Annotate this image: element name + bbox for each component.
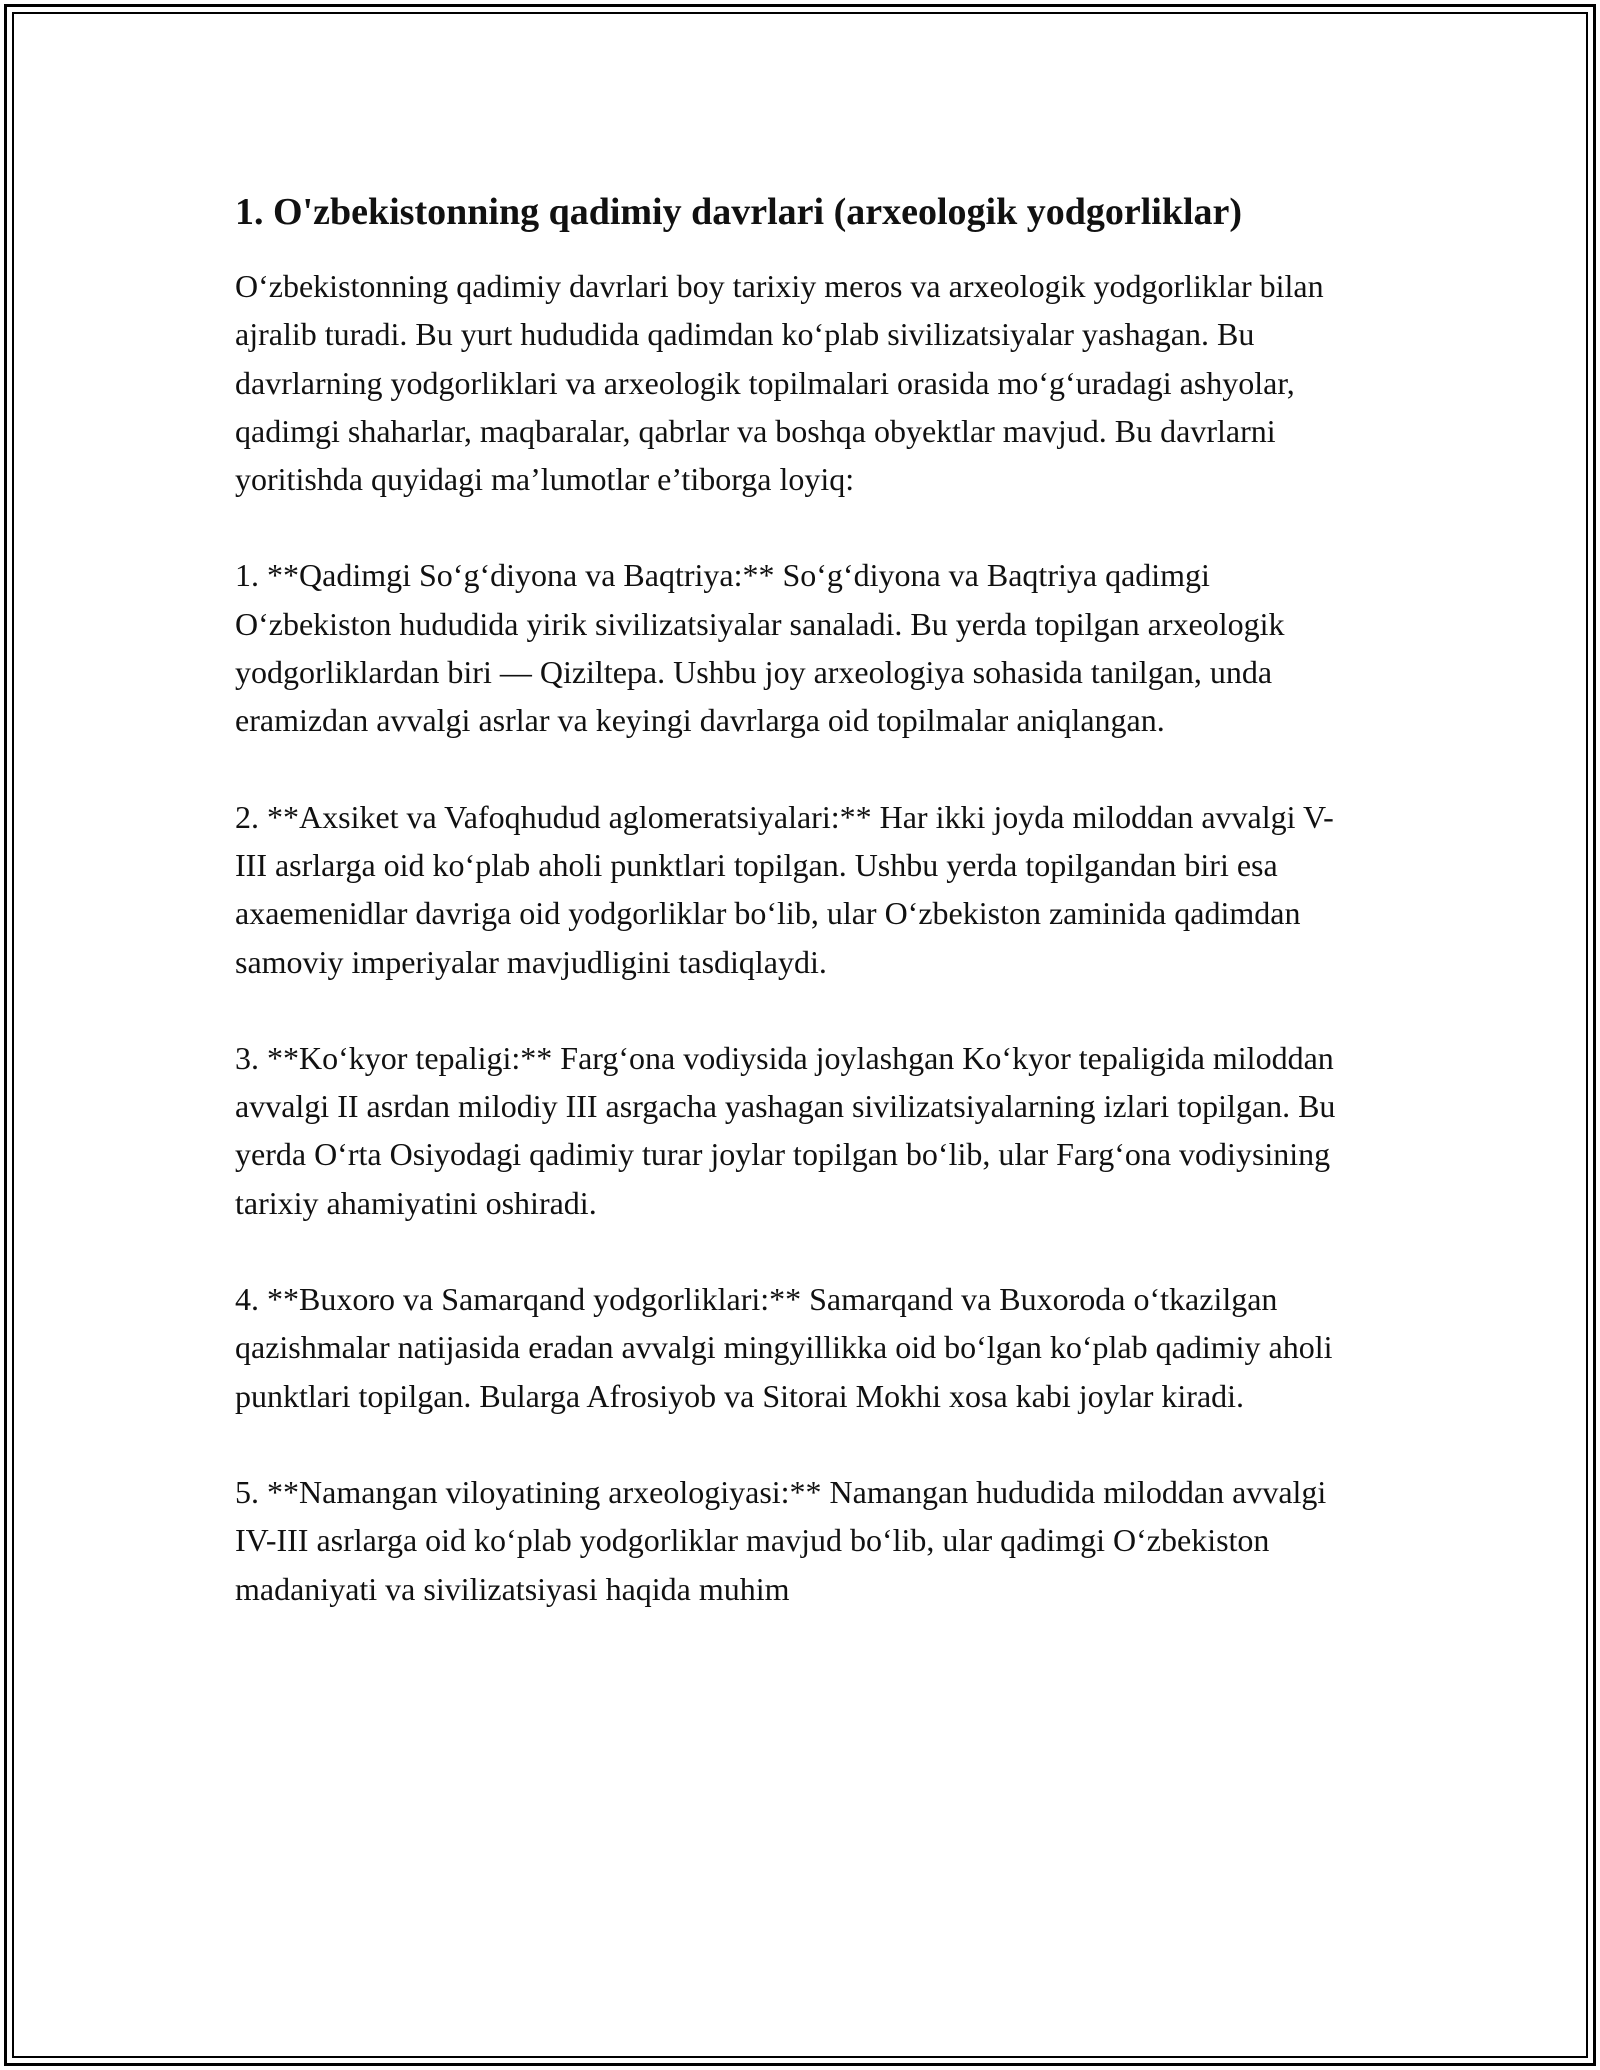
list-item-sogdiana-bactria: 1. **Qadimgi So‘g‘diyona va Baqtriya:** So‘g‘diyona va Baqtriya qadimgi O‘zbekiston hududida yirik sivilizatsiyalar sanaladi. Bu yerda topilgan arxeologik yodgorliklardan biri — Qiziltepa. Ushbu joy arxeologiya sohasida tanilgan, unda eramizdan avvalgi asrlar va keyingi davrlarga oid topilmalar aniqlangan. [235,557,1285,739]
document-title: 1. O'zbekistonning qadimiy davrlari (arxeologik yodgorliklar) [235,191,1243,233]
list-item-axsiket-vafoqhudud: 2. **Axsiket va Vafoqhudud aglomeratsiyalari:** Har ikki joyda miloddan avvalgi V-III asrlarga oid ko‘plab aholi punktlari topilgan. Ushbu yerda topilgandan biri esa axaemenidlar davriga oid yodgorliklar bo‘lib, ular O‘zbekiston zaminida qadimdan samoviy imperiyalar mavjudligini tasdiqlaydi. [235,798,1334,980]
list-item-kokyor-tepaligi: 3. **Ko‘kyor tepaligi:** Farg‘ona vodiysida joylashgan Ko‘kyor tepaligida miloddan avvalgi II asrdan milodiy III asrgacha yashagan sivilizatsiyalarning izlari topilgan. Bu yerda O‘rta Osiyodagi qadimiy turar joylar topilgan bo‘lib, ular Farg‘ona vodiysining tarixiy ahamiyatini oshiradi. [235,1039,1336,1221]
list-item-buxoro-samarqand: 4. **Buxoro va Samarqand yodgorliklari:** Samarqand va Buxoroda o‘tkazilgan qazishmalar natijasida eradan avvalgi mingyillikka oid bo‘lgan ko‘plab qadimiy aholi punktlari topilgan. Bularga Afrosiyob va Sitorai Mokhi xosa kabi joylar kiradi. [235,1281,1333,1414]
intro-paragraph: O‘zbekistonning qadimiy davrlari boy tarixiy meros va arxeologik yodgorliklar bilan ajralib turadi. Bu yurt hududida qadimdan ko‘plab sivilizatsiyalar yashagan. Bu davrlarning yodgorliklari va arxeologik topilmalari orasida mo‘g‘uradagi ashyolar, qadimgi shaharlar, maqbaralar, qabrlar va boshqa obyektlar mavjud. Bu davrlarni yoritishda quyidagi ma’lumotlar e’tiborga loyiq: [235,268,1324,498]
document-body [235,188,1365,1613]
list-item-namangan: 5. **Namangan viloyatining arxeologiyasi:** Namangan hududida miloddan avvalgi IV-III asrlarga oid ko‘plab yodgorliklar mavjud bo‘lib, ular qadimgi O‘zbekiston madaniyati va sivilizatsiyasi haqida muhim [235,1473,1327,1607]
